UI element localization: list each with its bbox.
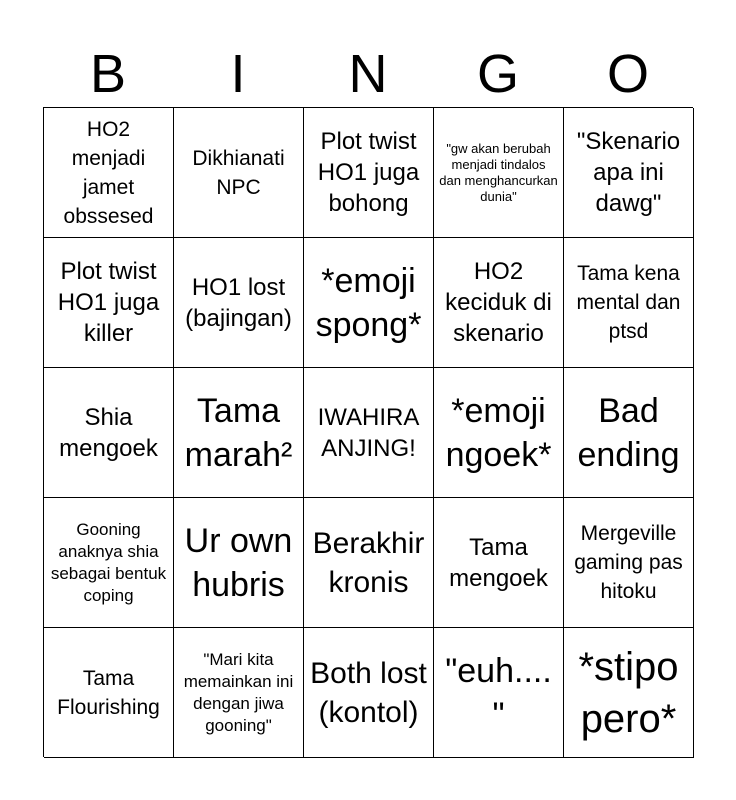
cell-text: Tama mengoek bbox=[449, 533, 548, 592]
bingo-cell[interactable] bbox=[434, 108, 564, 238]
bingo-cell[interactable] bbox=[174, 108, 304, 238]
header-letter-n: N bbox=[348, 44, 388, 104]
cell-text: IWAHIRA ANJING! bbox=[317, 403, 420, 462]
bingo-cell[interactable] bbox=[174, 628, 304, 758]
bingo-cell[interactable] bbox=[564, 368, 694, 498]
bingo-cell[interactable] bbox=[434, 498, 564, 628]
cell-text: HO2 keciduk di skenario bbox=[445, 258, 552, 347]
bingo-cell[interactable] bbox=[304, 628, 434, 758]
header-letter-b: B bbox=[89, 44, 127, 104]
cell-text: Bad ending bbox=[577, 391, 680, 474]
cell-text: "Skenario apa ini dawg" bbox=[576, 128, 681, 217]
bingo-board bbox=[43, 107, 693, 757]
cell-text: "Mari kita memainkan ini dengan jiwa gooning" bbox=[183, 649, 294, 735]
bingo-cell[interactable] bbox=[434, 368, 564, 498]
cell-text: *stipo pero* bbox=[578, 644, 679, 741]
bingo-cell[interactable] bbox=[304, 108, 434, 238]
bingo-cell[interactable] bbox=[434, 628, 564, 758]
bingo-cell[interactable] bbox=[174, 238, 304, 368]
bingo-cell[interactable] bbox=[434, 238, 564, 368]
cell-text: Plot twist HO1 juga bohong bbox=[317, 128, 420, 217]
cell-text: Dikhianati NPC bbox=[192, 146, 285, 199]
cell-text: Ur own hubris bbox=[184, 521, 293, 604]
cell-text: "gw akan berubah menjadi tindalos dan menghancurkan dunia" bbox=[439, 140, 558, 204]
bingo-cell[interactable] bbox=[304, 498, 434, 628]
header-letter-o: O bbox=[606, 44, 649, 104]
bingo-cell[interactable] bbox=[44, 238, 174, 368]
cell-text: Shia mengoek bbox=[59, 403, 158, 462]
bingo-cell[interactable] bbox=[174, 368, 304, 498]
bingo-cell[interactable] bbox=[44, 628, 174, 758]
cell-text: Tama kena mental dan ptsd bbox=[576, 262, 681, 343]
header-letter-i: I bbox=[230, 44, 246, 104]
cell-text: *emoji spong* bbox=[315, 261, 422, 344]
cell-text: Plot twist HO1 juga killer bbox=[57, 258, 160, 347]
cell-text: *emoji ngoek* bbox=[445, 391, 552, 474]
cell-text: Mergeville gaming pas hitoku bbox=[574, 522, 683, 603]
bingo-cell[interactable] bbox=[44, 368, 174, 498]
bingo-cell[interactable] bbox=[564, 628, 694, 758]
cell-text: HO1 lost (bajingan) bbox=[185, 273, 292, 332]
cell-text: Both lost (kontol) bbox=[310, 656, 427, 729]
bingo-cell[interactable] bbox=[174, 498, 304, 628]
bingo-cell[interactable] bbox=[44, 108, 174, 238]
bingo-cell[interactable] bbox=[44, 498, 174, 628]
cell-text: "euh.... " bbox=[445, 651, 552, 734]
cell-text: HO2 menjadi jamet obssesed bbox=[63, 117, 154, 228]
bingo-cell[interactable] bbox=[564, 108, 694, 238]
bingo-cell[interactable] bbox=[564, 498, 694, 628]
bingo-cell[interactable] bbox=[564, 238, 694, 368]
header-letter-g: G bbox=[476, 44, 519, 104]
cell-text: Gooning anaknya shia sebagai bentuk coping bbox=[50, 519, 167, 605]
bingo-cell[interactable] bbox=[304, 238, 434, 368]
cell-text: Berakhir kronis bbox=[312, 526, 425, 599]
cell-text: Tama Flourishing bbox=[57, 666, 160, 719]
cell-text: Tama marah² bbox=[184, 391, 293, 474]
bingo-cell[interactable] bbox=[304, 368, 434, 498]
bingo-header bbox=[43, 40, 693, 108]
